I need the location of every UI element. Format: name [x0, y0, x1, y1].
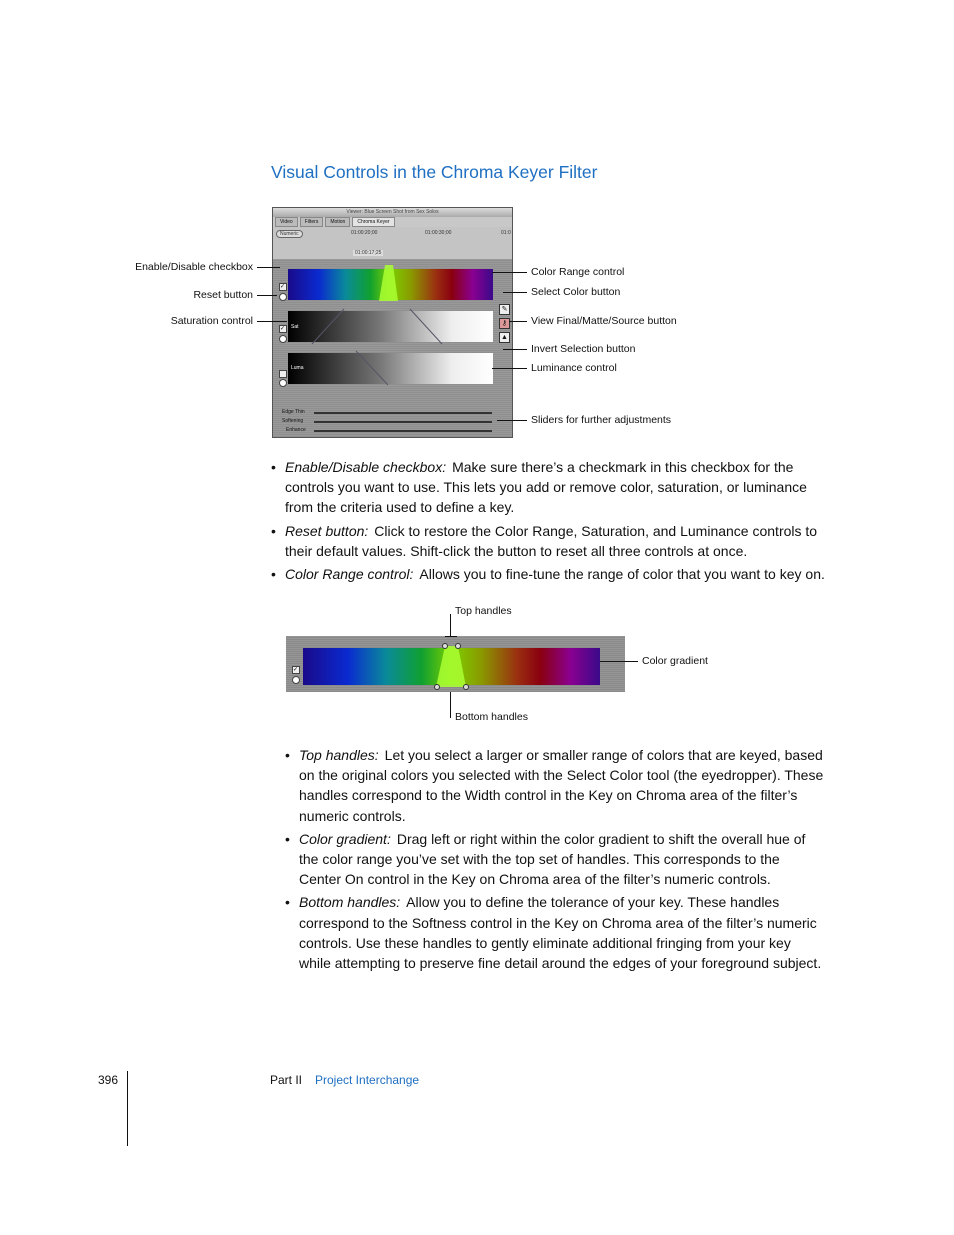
callout-bottom-handles: Bottom handles: [455, 711, 528, 723]
callout-sliders: Sliders for further adjustments: [531, 414, 672, 426]
tab-chroma-keyer[interactable]: Chroma Keyer: [352, 217, 394, 227]
list-item: [271, 457, 827, 518]
section-heading: Visual Controls in the Chroma Keyer Filter: [271, 162, 598, 182]
enable-checkbox[interactable]: ✓: [280, 326, 286, 332]
page-number: 396: [98, 1073, 119, 1087]
bullet-list-2: [285, 745, 825, 976]
timecode: 01:0: [501, 230, 511, 236]
eyedropper-icon[interactable]: ✎: [499, 304, 510, 315]
list-item: [285, 745, 825, 826]
list-item: [285, 892, 825, 973]
term: Reset button:: [285, 522, 369, 539]
term: Top handles:: [299, 747, 379, 763]
enable-checkbox[interactable]: ✓: [293, 667, 299, 673]
numeric-button[interactable]: Numeric: [276, 230, 303, 238]
callout-invert: Invert Selection button: [531, 343, 636, 355]
bullet-list-1: [271, 457, 827, 587]
term: Color Range control:: [285, 566, 414, 583]
description: Allows you to fine-tune the range of color that you want to key on.: [419, 566, 825, 583]
luma-label: Luma: [291, 365, 304, 371]
window-title: Viewer: Blue Screen Shot from Sex Solos: [273, 208, 512, 217]
term: Enable/Disable checkbox:: [285, 459, 447, 475]
list-item: [271, 521, 827, 561]
handle-overlay: [272, 207, 513, 438]
tab-video[interactable]: Video: [275, 217, 298, 227]
enhance-label: Enhance: [286, 427, 306, 433]
tab-filters[interactable]: Filters: [300, 217, 324, 227]
callout-luminance: Luminance control: [531, 362, 617, 374]
callout-reset: Reset button: [193, 289, 253, 301]
footer-section-link[interactable]: Project Interchange: [315, 1073, 420, 1087]
term: Color gradient:: [299, 830, 391, 847]
list-item: [271, 564, 827, 584]
callout-color-gradient: Color gradient: [642, 655, 708, 667]
description: Allow you to define the tolerance of your key. These handles correspond to the Softness control in the Key on Chroma area of the filter’s numeric controls. Use these handles to gently eliminate additional fringing from your key while attempting to preserve fine detail around the edges of your foreground subject.: [299, 894, 822, 972]
range-handles: [286, 636, 625, 692]
callout-view-final: View Final/Matte/Source button: [531, 315, 677, 327]
current-timecode[interactable]: 01:00:17;25: [355, 250, 382, 256]
callout-color-range: Color Range control: [531, 266, 625, 278]
timecode: 01:00:20;00: [351, 230, 378, 236]
callout-enable-disable: Enable/Disable checkbox: [135, 261, 253, 273]
footer-part: Part II: [270, 1073, 303, 1087]
tab-motion[interactable]: Motion: [325, 217, 350, 227]
enable-checkbox[interactable]: ✓: [280, 284, 286, 290]
term: Bottom handles:: [299, 894, 401, 911]
callout-top-handles: Top handles: [455, 605, 512, 617]
callout-select-color: Select Color button: [531, 286, 621, 298]
invert-icon[interactable]: ▲: [499, 332, 510, 343]
description: Click to restore the Color Range, Saturation, and Luminance controls to their default values. Shift-click the button to reset all three controls at once.: [285, 522, 818, 559]
sat-label: Sat: [291, 324, 299, 330]
callout-saturation: Saturation control: [170, 315, 253, 327]
description: Make sure there’s a checkmark in this checkbox for the controls you want to use. This lets you add or remove color, saturation, or luminance from the criteria used to define a key.: [285, 459, 807, 516]
list-item: [285, 829, 825, 890]
edge-thin-label: Edge Thin: [282, 409, 305, 415]
description: Let you select a larger or smaller range of colors that are keyed, based on the original colors you selected with the Select Color tool (the eyedropper). These handles correspond to the Width control in the Key on Chroma area of the filter’s numeric controls.: [299, 747, 824, 824]
description: Drag left or right within the color gradient to shift the overall hue of the color range you’ve set with the top set of handles. This corresponds to the Center On control in the Key on Chroma area of the filter’s numeric controls.: [299, 830, 806, 888]
timecode: 01:00:30;00: [425, 230, 452, 236]
softening-label: Softening: [282, 418, 304, 424]
key-icon[interactable]: ⚷: [499, 318, 510, 329]
